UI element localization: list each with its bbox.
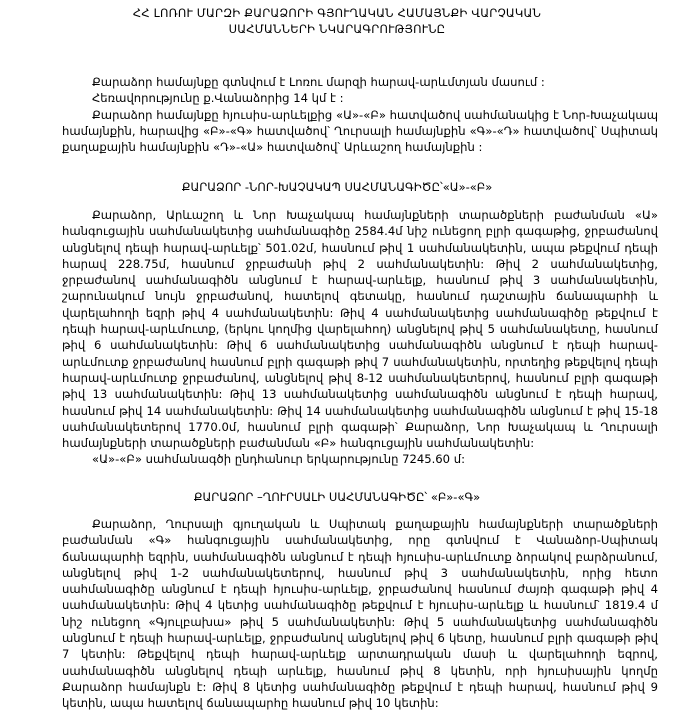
section1-block [62, 207, 658, 468]
section2-body: Քարաձոր, Ղուրսալի գյուղական և Սպիտակ քաղաքային համայնքների տարածքների բաժանման «Գ» հանգուցային սահմանակետից, որը գտնվում է Վանաձոր-Սպիտակ ճանապարհի եզրին, սահմանագիծն անցնում է դեպի հյուսիս-արևմուտք ձորակով բարձրանում, անցնելով թիվ 1-2 սահմանակետերով, հասնում թիվ 3 սահմանակետին, որից հետո սահմանագիծը անցնում է դեպի հյուսիս-արևելք, ջրբաժանով հասնում ժայռի գագաթի թիվ 4 սահմանակետին: Թիվ 4 կետից սահմանագիծը թեքվում է հյուսիս-արևելք և հասնում՝ 1819.4 մ նիշ ունեցող «Գյուլբախա» թիվ 5 սահմանակետին: Թիվ 5 սահմանակետից սահմանագիծն անցնում է դեպի հարավ-արևելք, ջրբաժանով անցնելով թիվ 6 կետը, հասնում բլրի գագաթի թիվ 7 կետին: Թեքվելով դեպի հարավ-արևելք արտադրական մասի և վարելահողի եզրով, սահմանագիծն անցնելով դեպի արևելք, հասնում թիվ 8 կետին, որի հյուսիսային կողմը Քարաձոր համայնքն է: Թիվ 8 կետից սահմանագիծը թեքվում է դեպի հարավ, հասնում թիվ 9 կետին, ապա հատելով ճանապարհը հասնում թիվ 10 կետին: [62, 517, 658, 711]
title-line-1: ՀՀ ԼՈՌՈՒ ՄԱՐԶԻ ՔԱՐԱՁՈՐԻ ԳՅՈՒՂԱԿԱՆ ՀԱՄԱՅՆՔԻ ՎԱՐՉԱԿԱՆ [132, 6, 542, 20]
intro-block [62, 74, 658, 155]
intro-neighbors: Քարաձոր համայնքը հյուսիս-արևելքից «Ա»-«Բ» հատվածով սահմանակից է Նոր-Խաչակապ համայնքին, հարավից «Բ»-«Գ» հատվածով՝ Ղուրսալի համայնքին «Գ»-«Դ» հատվածով՝ Սպիտակ քաղաքային համայնքին «Դ»-«Ա» հատվածով՝ Արևաշող համայնքին : [62, 107, 658, 155]
section1-body: Քարաձոր, Արևաշող և Նոր Խաչակապ համայնքների տարածքների բաժանման «Ա» հանգուցային սահմանակետից սահմանագիծը 2584.4մ նիշ ունեցող բլրի գագաթից, ջրբաժանով անցնելով դեպի հարավ-արևելք՝ 501.02մ, հասնում թիվ 1 սահմանակետին, ապա թեքվում դեպի հարավ 228.75մ, հասնում ջրբաժանի թիվ 2 սահմանակետին: Թիվ 2 սահմանակետից, ջրբաժանով սահմանագիծն անցնում է հարավ-արևելք, հասնում թիվ 3 սահմանակետին, շարունակում նույն ջրբաժանով, հատելով գետակը, հասնում դաշտային ճանապարհի և վարելահողի եզրի թիվ 4 սահմանակետին: Թիվ 4 սահմանակետից սահմանագիծը թեքվում է դեպի հարավ-արևմուտք, (երկու կողմից վարելահող) անցնելով թիվ 5 սահմանակետը, հասնում թիվ 6 սահմանակետին: Թիվ 6 սահմանակետից սահմանագիծն անցնում է դեպի հարավ-արևմուտք ջրբաժանով հասնում բլրի գագաթի թիվ 7 սահմանակետին, որտեղից թեքվելով դեպի հարավ-արևմուտք ջրբաժանով, անցնելով թիվ 8-12 սահմանակետերով, հասնում բլրի գագաթի թիվ 13 սահմանակետին: Թիվ 13 սահմանակետից սահմանագիծն անցնում է դեպի հարավ, հասնում թիվ 14 սահմանակետին: Թիվ 14 սահմանակետից սահմանագիծն անցնում է թիվ 15-18 սահմանակետերով 1770.0մ, հասնում բլրի գագաթի՝ Քարաձոր, Նոր Խաչակապ և Ղուրսալի համայնքների տարածքների բաժանման «Բ» հանգուցային սահմանակետին: [62, 208, 658, 451]
section2-block [62, 516, 658, 712]
section1-heading: ՔԱՐԱՁՈՐ -ՆՈՐ-ԽԱՉԱԿԱՊ ՍԱՀՄԱՆԱԳԻԾԸ՝«Ա»-«Բ» [181, 180, 493, 194]
section1-total: «Ա»-«Բ» սահմանագծի ընդհանուր երկարությունը 7245.60 մ: [92, 452, 465, 467]
document-title [0, 5, 674, 37]
section2-heading: ՔԱՐԱՁՈՐ –ՂՈՒՐՍԱԼԻ ՍԱՀՄԱՆԱԳԻԾԸ՝ «Բ»-«Գ» [193, 490, 481, 504]
title-line-2: ՍԱՀՄԱՆՆԵՐԻ ՆԿԱՐԱԳՐՈՒԹՅՈՒՆԸ [228, 22, 446, 36]
intro-location: Քարաձոր համայնքը գտնվում է Լոռու մարզի հարավ-արևմտյան մասում : [92, 75, 545, 89]
intro-distance: Հեռավորությունը ք.Վանաձորից 14 կմ է : [92, 91, 344, 106]
